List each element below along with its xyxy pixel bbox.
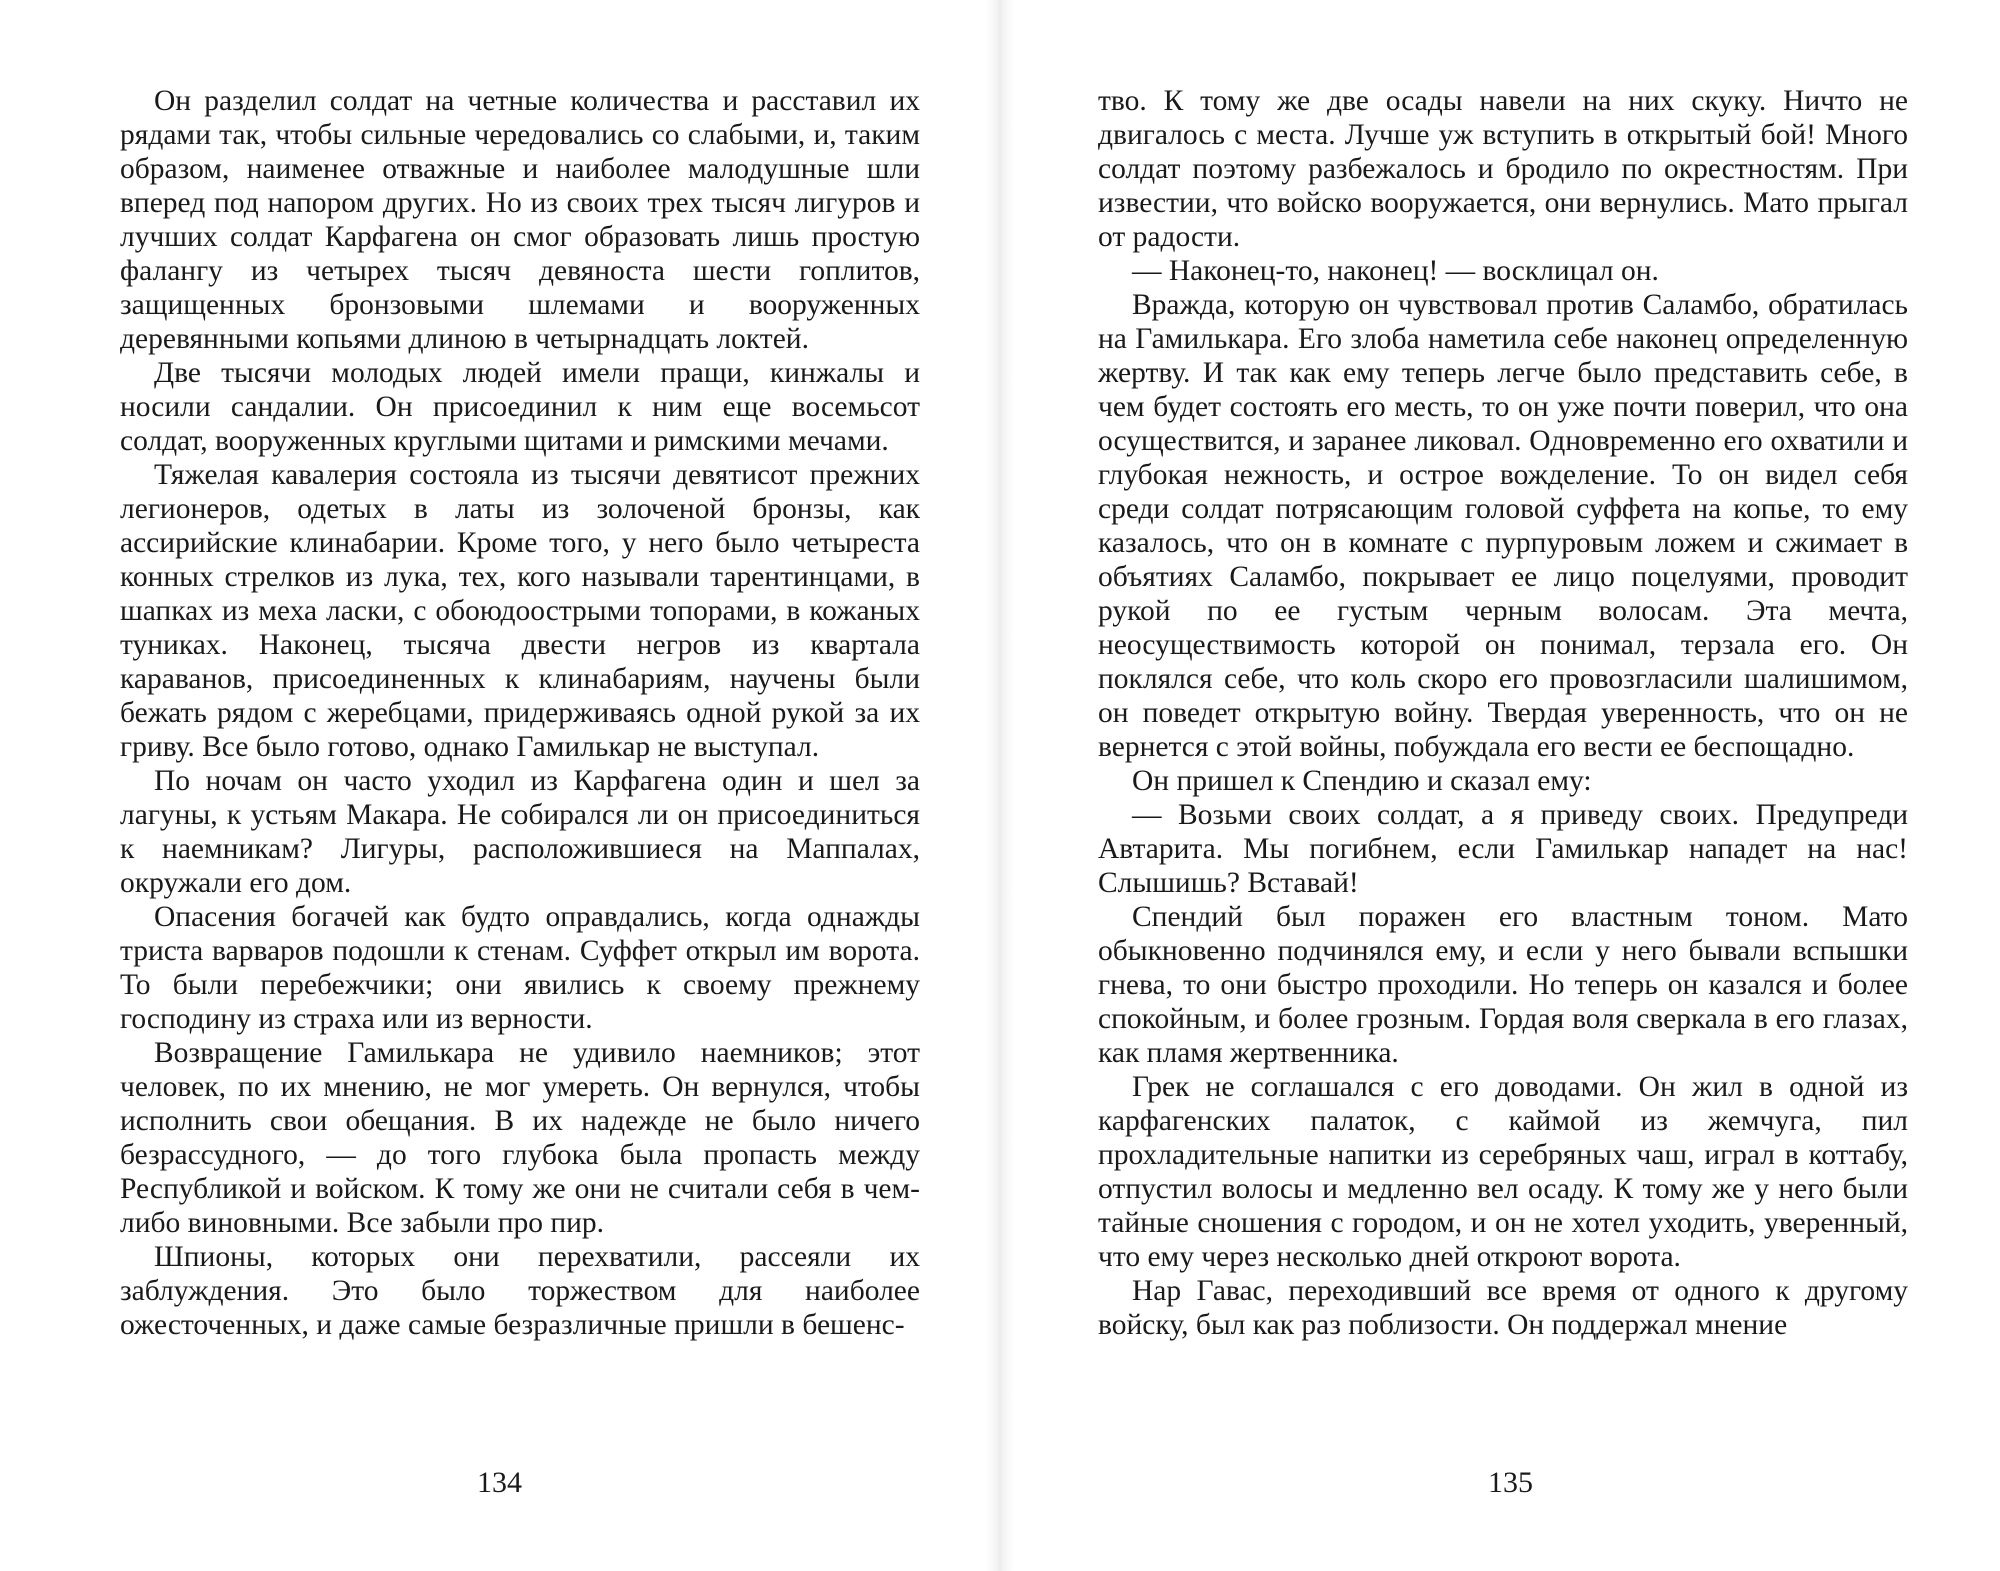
- paragraph: Вражда, которую он чувствовал против Саламбо, обратилась на Гамилькара. Его злоба наметила себе наконец определенную жертву. И так как ему теперь легче было представить себе, в чем будет состоять его месть, то он уже почти поверил, что она осуществится, и заранее ликовал. Одновременно его охватили и глубокая нежность, и острое вожделение. То он видел себя среди солдат потрясающим головой суффета на копье, то ему казалось, что он в комнате с пурпуровым ложем и сжимает в объятиях Саламбо, покрывает ее лицо поцелуями, проводит рукой по ее густым черным волосам. Эта мечта, неосуществимость которой он понимал, терзала его. Он поклялся себе, что коль скоро его провозгласили шалишимом, он поведет открытую войну. Твердая уверенность, что он не вернется с этой войны, побуждала его вести ее беспощадно.: [1098, 289, 1908, 763]
- right-page-text: [1098, 84, 1908, 1342]
- paragraph: Две тысячи молодых людей имели пращи, кинжалы и носили сандалии. Он присоединил к ним еще восемьсот солдат, вооруженных круглыми щитами и римскими мечами.: [120, 357, 920, 457]
- paragraph: Спендий был поражен его властным тоном. Мато обыкновенно подчинялся ему, и если у него бывали вспышки гнева, то они быстро проходили. Но теперь он казался и более спокойным, и более грозным. Гордая воля сверкала в его глазах, как пламя жертвенника.: [1098, 901, 1908, 1069]
- paragraph: Опасения богачей как будто оправдались, когда однажды триста варваров подошли к стенам. Суффет открыл им ворота. То были перебежчики; они явились к своему прежнему господину из страха или из верности.: [120, 901, 920, 1035]
- paragraph: Тяжелая кавалерия состояла из тысячи девятисот прежних легионеров, одетых в латы из золоченой бронзы, как ассирийские клинабарии. Кроме того, у него было четыреста конных стрелков из лука, тех, кого называли тарентинцами, в шапках из меха ласки, с обоюдоострыми топорами, в кожаных туниках. Наконец, тысяча двести негров из квартала караванов, присоединенных к клинабариям, научены были бежать рядом с жеребцами, придерживаясь одной рукой за их гриву. Все было готово, однако Гамилькар не выступал.: [120, 459, 920, 763]
- paragraph: Грек не соглашался с его доводами. Он жил в одной из карфагенских палаток, с каймой из жемчуга, пил прохладительные напитки из серебряных чаш, играл в коттабу, отпустил волосы и медленно вел осаду. К тому же у него были тайные сношения с городом, и он не хотел уходить, уверенный, что ему через несколько дней откроют ворота.: [1098, 1071, 1908, 1273]
- page-number: 135: [1488, 1466, 1533, 1499]
- paragraph: Шпионы, которых они перехватили, рассеяли их заблуждения. Это было торжеством для наиболее ожесточенных, и даже самые безразличные пришли в бешенс-: [120, 1241, 920, 1341]
- paragraph: Нар Гавас, переходивший все время от одного к другому войску, был как раз поблизости. Он поддержал мнение: [1098, 1275, 1908, 1341]
- paragraph-continuation: тво. К тому же две осады навели на них скуку. Ничто не двигалось с места. Лучше уж вступить в открытый бой! Много солдат поэтому разбежалось и бродило по окрестностям. При известии, что войско вооружается, они вернулись. Мато прыгал от радости.: [1098, 85, 1908, 253]
- right-page: [1000, 0, 2000, 1571]
- page-number: 134: [477, 1466, 522, 1499]
- paragraph: По ночам он часто уходил из Карфагена один и шел за лагуны, к устьям Макара. Не собирался ли он присоединиться к наемникам? Лигуры, расположившиеся на Маппалах, окружали его дом.: [120, 765, 920, 899]
- paragraph: Он пришел к Спендию и сказал ему:: [1132, 765, 1592, 797]
- paragraph: Возвращение Гамилькара не удивило наемников; этот человек, по их мнению, не мог умереть. Он вернулся, чтобы исполнить свои обещания. В их надежде не было ничего безрассудного, — до того глубока была пропасть между Республикой и войском. К тому же они не считали себя в чем-либо виновными. Все забыли про пир.: [120, 1037, 920, 1239]
- left-page-text: [120, 84, 920, 1342]
- paragraph: — Возьми своих солдат, а я приведу своих. Предупреди Автарита. Мы погибнем, если Гамилькар нападет на нас! Слышишь? Вставай!: [1098, 799, 1908, 899]
- paragraph: — Наконец-то, наконец! — восклицал он.: [1132, 255, 1659, 287]
- paragraph: Он разделил солдат на четные количества и расставил их рядами так, чтобы сильные чередовались со слабыми, и, таким образом, наименее отважные и наиболее малодушные шли вперед под напором других. Но из своих трех тысяч лигуров и лучших солдат Карфагена он смог образовать лишь простую фалангу из четырех тысяч девяноста шести гоплитов, защищенных бронзовыми шлемами и вооруженных деревянными копьями длиною в четырнадцать локтей.: [120, 85, 920, 355]
